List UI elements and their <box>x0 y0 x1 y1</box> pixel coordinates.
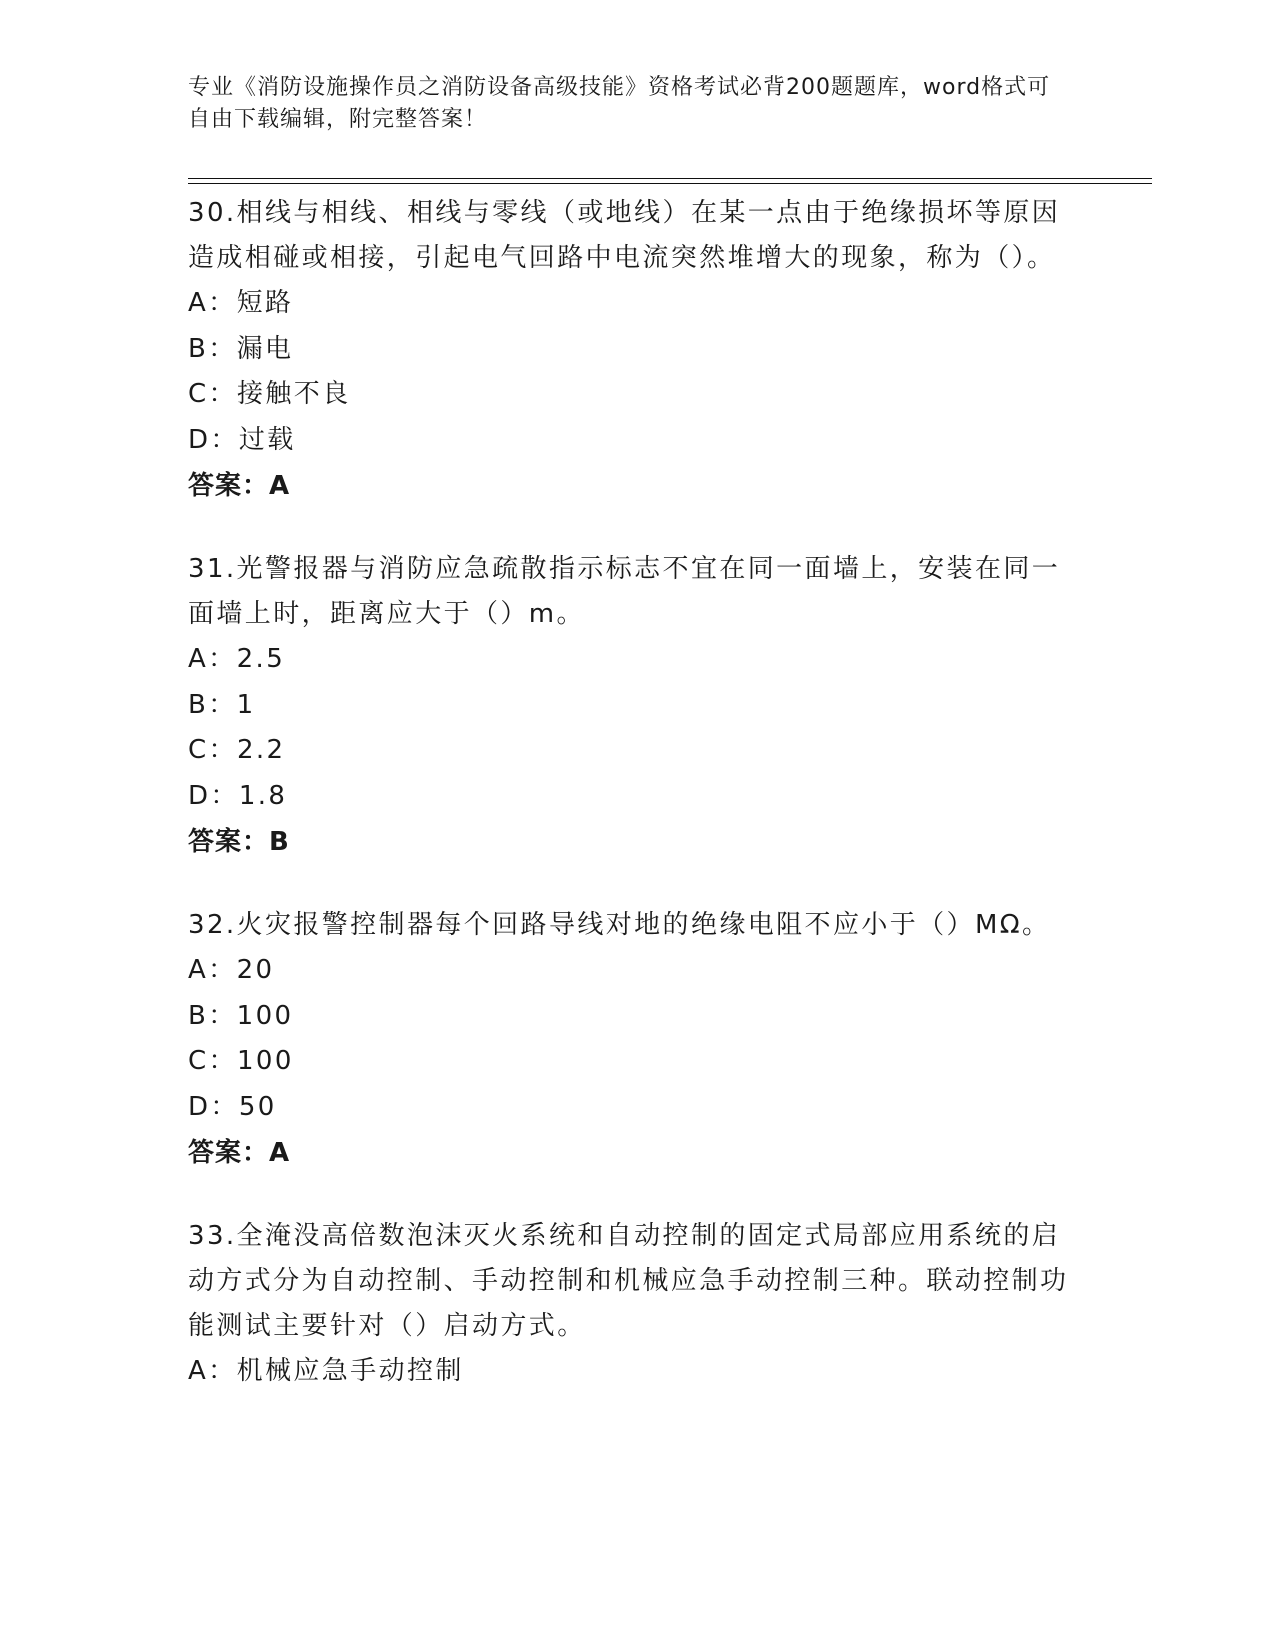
answer-label: 答案：A <box>188 1138 291 1168</box>
question-stem: 30.相线与相线、相线与零线（或地线）在某一点由于绝缘损坏等原因造成相碰或相接，引起电气回路中电流突然堆增大的现象，称为（）。 <box>188 198 1061 273</box>
question-30 <box>188 191 1088 509</box>
option-c: C：接触不良 <box>188 379 351 409</box>
header-rule-top <box>188 178 1152 179</box>
answer-label: 答案：A <box>188 471 291 501</box>
document-header: 专业《消防设施操作员之消防设备高级技能》资格考试必背200题题库，word格式可自由下载编辑，附完整答案！ <box>188 75 1051 132</box>
option-b: B：漏电 <box>188 333 294 364</box>
question-32 <box>188 903 1088 1176</box>
option-a: A：短路 <box>188 288 294 318</box>
question-stem: 33.全淹没高倍数泡沫灭火系统和自动控制的固定式局部应用系统的启动方式分为自动控制、手动控制和机械应急手动控制三种。联动控制功能测试主要针对（）启动方式。 <box>188 1221 1069 1341</box>
option-d: D：过载 <box>188 424 296 455</box>
option-a: A：2.5 <box>188 644 286 674</box>
option-c: C：2.2 <box>188 735 286 765</box>
question-stem: 31.光警报器与消防应急疏散指示标志不宜在同一面墙上，安装在同一面墙上时，距离应大于（）m。 <box>188 554 1061 629</box>
header-rule-bottom <box>188 183 1152 184</box>
option-a: A：机械应急手动控制 <box>188 1356 464 1386</box>
option-d: D：1.8 <box>188 780 288 811</box>
answer-label: 答案：B <box>188 827 290 857</box>
option-a: A：20 <box>188 955 275 985</box>
option-d: D：50 <box>188 1091 277 1122</box>
option-c: C：100 <box>188 1046 294 1076</box>
question-stem: 32.火灾报警控制器每个回路导线对地的绝缘电阻不应小于（）MΩ。 <box>188 910 1051 940</box>
question-33 <box>188 1214 1088 1395</box>
option-b: B：100 <box>188 1000 294 1031</box>
question-31 <box>188 547 1088 865</box>
question-list <box>188 191 1088 1433</box>
option-b: B：1 <box>188 689 256 720</box>
